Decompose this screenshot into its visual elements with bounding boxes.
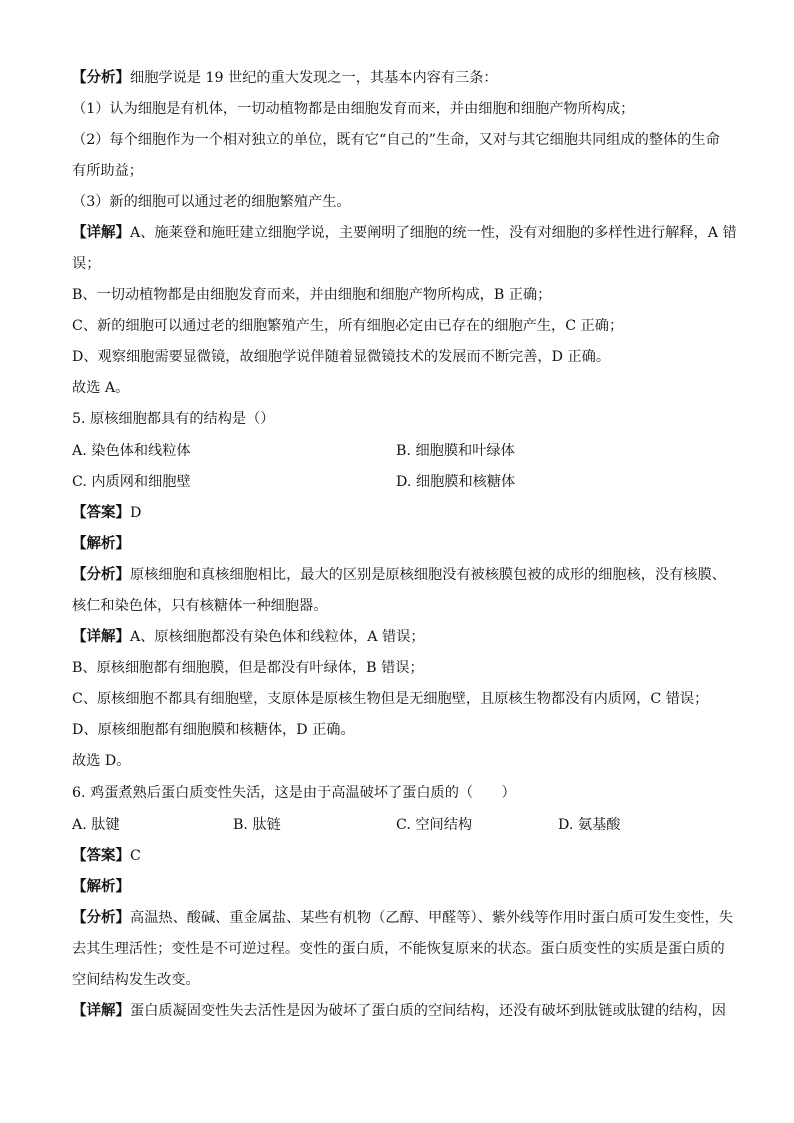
answer-tag: 【答案】 (72, 848, 130, 864)
q6-option-a: A. 肽键 (72, 817, 120, 833)
explain-tag: 【解析】 (72, 879, 130, 895)
q5-detail-b: B、原核细胞都有细胞膜，但是都没有叶绿体，B 错误； (72, 660, 424, 676)
q5-choose: 故选 D。 (72, 753, 131, 769)
q6-answer: C (130, 848, 141, 864)
q5-stem: 5. 原核细胞都具有的结构是（） (72, 411, 275, 427)
q5-option-a: A. 染色体和线粒体 (72, 443, 191, 459)
analysis-tag: 【分析】 (72, 567, 130, 583)
q4-detail-d: D、观察细胞需要显微镜，故细胞学说伴随着显微镜技术的发展而不断完善，D 正确。 (72, 349, 611, 365)
analysis-tag: 【分析】 (72, 910, 130, 926)
q6-option-d: D. 氨基酸 (558, 817, 621, 833)
q4-choose: 故选 A。 (72, 380, 130, 396)
q4-detail-c: C、新的细胞可以通过老的细胞繁殖产生，所有细胞必定由已存在的细胞产生，C 正确； (72, 318, 624, 334)
q5-detail-d: D、原核细胞都有细胞膜和核糖体，D 正确。 (72, 722, 355, 738)
q5-option-d: D. 细胞膜和核糖体 (396, 474, 516, 490)
q6-option-c: C. 空间结构 (396, 817, 473, 833)
q4-detail-line (72, 223, 737, 243)
q6-stem: 6. 鸡蛋煮熟后蛋白质变性失活，这是由于高温破坏了蛋白质的（ ） (72, 785, 516, 801)
q6-analysis-line1 (72, 908, 733, 928)
q6-detail-text: 蛋白质凝固变性失去活性是因为破坏了蛋白质的空间结构，还没有破坏到肽链或肽键的结构，因 (130, 1003, 726, 1019)
detail-tag: 【详解】 (72, 1003, 130, 1019)
q6-detail-line (72, 1001, 726, 1021)
detail-tag: 【详解】 (72, 629, 130, 645)
q4-analysis-text: 细胞学说是 19 世纪的重大发现之一，其基本内容有三条： (130, 70, 498, 86)
q4-point2-line1: （2）每个细胞作为一个相对独立的单位，既有它“自己的”生命，又对与其它细胞共同组成的整体的生命 (72, 132, 720, 148)
q5-option-c: C. 内质网和细胞壁 (72, 474, 191, 490)
q4-detail-b: B、一切动植物都是由细胞发育而来，并由细胞和细胞产物所构成，B 正确； (72, 287, 552, 303)
detail-tag: 【详解】 (72, 225, 130, 241)
q6-analysis-line2: 去其生理活性；变性是不可逆过程。变性的蛋白质，不能恢复原来的状态。蛋白质变性的实质是蛋白质的 (72, 941, 725, 957)
q5-analysis-line1 (72, 565, 726, 585)
q6-analysis-text: 高温热、酸碱、重金属盐、某些有机物（乙醇、甲醛等）、紫外线等作用时蛋白质可发生变性，失 (130, 910, 733, 926)
q6-option-b: B. 肽链 (233, 817, 281, 833)
q6-analysis-line3: 空间结构发生改变。 (72, 972, 200, 988)
q5-detail-c: C、原核细胞不都具有细胞壁，支原体是原核生物但是无细胞壁，且原核生物都没有内质网，C 错误； (72, 691, 709, 707)
answer-tag: 【答案】 (72, 505, 130, 521)
q6-answer-line (72, 846, 722, 866)
q4-detail-a-cont: 误； (72, 256, 101, 272)
q4-point3: （3）新的细胞可以通过老的细胞繁殖产生。 (72, 194, 351, 210)
q5-answer-line (72, 503, 722, 523)
q4-analysis-line (72, 68, 722, 88)
q6-explain-tag (72, 877, 722, 897)
q5-analysis-text: 原核细胞和真核细胞相比，最大的区别是原核细胞没有被核膜包被的成形的细胞核，没有核膜、 (130, 567, 726, 583)
q4-point2-line2: 有所助益； (72, 163, 143, 179)
q5-detail-line (72, 627, 722, 647)
q5-explain-tag (72, 534, 722, 554)
q4-point1: （1）认为细胞是有机体，一切动植物都是由细胞发育而来，并由细胞和细胞产物所构成； (72, 101, 635, 117)
q4-detail-a-text: A、施莱登和施旺建立细胞学说，主要阐明了细胞的统一性，没有对细胞的多样性进行解释，A 错 (130, 225, 737, 241)
analysis-tag: 【分析】 (72, 70, 130, 86)
q5-detail-a: A、原核细胞都没有染色体和线粒体，A 错误； (130, 629, 425, 645)
explain-tag: 【解析】 (72, 536, 130, 552)
q5-analysis-line2: 核仁和染色体，只有核糖体一种细胞器。 (72, 598, 328, 614)
q5-option-b: B. 细胞膜和叶绿体 (396, 443, 515, 459)
q5-answer: D (130, 505, 142, 521)
